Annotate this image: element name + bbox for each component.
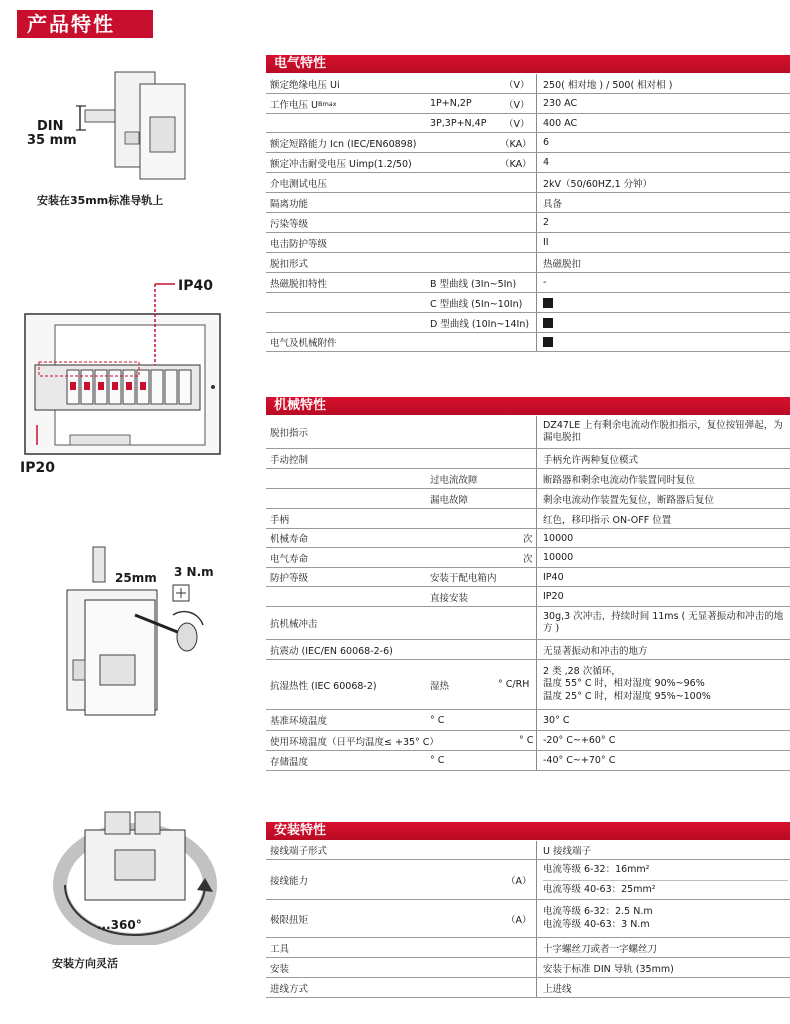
table-row xyxy=(266,509,790,529)
value-line: 电流等级 40-63：3 N.m xyxy=(543,918,650,930)
row-unit: （A） xyxy=(506,914,532,926)
row-label: 电气及机械附件 xyxy=(270,338,337,349)
torque-label: 3 N.m xyxy=(174,565,214,579)
row-unit: 次 xyxy=(523,534,533,545)
row-sublabel: 3P,3P+N,4P xyxy=(430,117,487,129)
table-row xyxy=(266,313,790,333)
table-row xyxy=(266,751,790,771)
row-sublabel: 1P+N,2P xyxy=(430,98,472,109)
row-value xyxy=(543,860,788,899)
row-unit: （V） xyxy=(504,99,530,111)
row-value: 30° C xyxy=(543,714,570,726)
page-title: 产品特性 xyxy=(17,10,153,38)
row-value: 10000 xyxy=(543,552,574,563)
table-row xyxy=(266,253,790,273)
row-label: 存储温度 xyxy=(270,756,309,768)
row-label: 额定冲击耐受电压 Uimp(1.2/50) xyxy=(270,158,412,170)
table-row xyxy=(266,293,790,313)
table-row xyxy=(266,731,790,751)
table-row xyxy=(266,938,790,958)
row-value: 断路器和剩余电流动作装置同时复位 xyxy=(543,474,696,486)
row-value xyxy=(543,333,788,351)
row-label: 工作电压 U Bmax xyxy=(270,99,337,111)
ip20-label: IP20 xyxy=(20,460,55,476)
table-row xyxy=(266,860,790,900)
row-label: 接线端子形式 xyxy=(270,846,328,857)
electrical-section-title: 电气特性 xyxy=(274,56,327,71)
table-row xyxy=(266,153,790,173)
row-unit: （KA） xyxy=(500,138,532,150)
row-label: 额定短路能力 Icn (IEC/EN60898) xyxy=(270,138,417,150)
row-sublabel: 过电流故障 xyxy=(430,474,478,486)
table-row xyxy=(266,273,790,293)
table-row xyxy=(266,449,790,469)
row-value: IP40 xyxy=(543,571,564,583)
value-line: 2 类 ,28 次循环， xyxy=(543,665,621,677)
row-value: 400 AC xyxy=(543,117,578,129)
row-value: U 接线端子 xyxy=(543,846,591,857)
table-row xyxy=(266,710,790,731)
row-label: 基准环境温度 xyxy=(270,716,328,727)
row-value: 10000 xyxy=(543,532,574,544)
row-value: 安装于标准 DIN 导轨 (35mm) xyxy=(543,963,674,975)
table-row xyxy=(266,640,790,660)
table-row xyxy=(266,841,790,860)
row-value: 手柄允许两种复位模式 xyxy=(543,454,639,466)
table-row xyxy=(266,233,790,253)
table-row xyxy=(266,607,790,640)
table-row xyxy=(266,489,790,509)
mechanical-section-title: 机械特性 xyxy=(274,398,327,413)
row-value: 6 xyxy=(543,137,550,148)
row-label: 隔离功能 xyxy=(270,198,309,210)
value-line: 电流等级 6-32：2.5 N.m xyxy=(543,906,653,917)
row-label: 防护等级 xyxy=(270,573,309,584)
row-label: 电击防护等级 xyxy=(270,238,328,250)
table-row xyxy=(266,94,790,114)
row-value: -40° C~+70° C xyxy=(543,755,616,766)
row-value: -20° C~+60° C xyxy=(543,735,616,746)
row-value xyxy=(543,900,788,937)
table-row xyxy=(266,74,790,94)
row-value: 上进线 xyxy=(543,983,572,995)
din-caption: 安装在35mm标准导轨上 xyxy=(37,194,164,207)
row-value: - xyxy=(543,277,547,288)
row-value: 热磁脱扣 xyxy=(543,258,582,270)
row-value: 4 xyxy=(543,157,550,168)
row-label: 机械寿命 xyxy=(270,534,309,545)
din-label: DIN xyxy=(37,119,64,134)
row-value: 250( 相对地 ) / 500( 相对相 ) xyxy=(543,79,673,91)
row-label: 接线能力 xyxy=(270,875,309,887)
row-label: 工具 xyxy=(270,943,290,955)
table-row xyxy=(266,416,790,449)
mechanical-section-header xyxy=(266,397,790,415)
table-row xyxy=(266,587,790,607)
rotation-caption: 安装方向灵活 xyxy=(52,957,118,970)
row-label: 介电测试电压 xyxy=(270,178,328,190)
row-label: 污染等级 xyxy=(270,218,309,230)
row-value: 2 xyxy=(543,217,550,228)
table-row xyxy=(266,529,790,548)
table-row xyxy=(266,548,790,568)
row-sublabel: D 型曲线 (10In~14In) xyxy=(430,318,530,330)
row-value: 红色，移印指示 ON-OFF 位置 xyxy=(543,514,672,526)
row-sublabel: 直接安装 xyxy=(430,592,469,604)
table-row xyxy=(266,568,790,587)
value-line: 电流等级 40-63：25mm² xyxy=(543,884,656,895)
row-value xyxy=(543,293,788,312)
row-label-subscript: Bmax xyxy=(317,99,337,108)
row-value xyxy=(543,660,788,709)
row-value: 剩余电流动作装置先复位，断路器后复位 xyxy=(543,494,715,506)
row-value xyxy=(543,313,788,332)
row-label: 抗震动 (IEC/EN 60068-2-6) xyxy=(270,645,393,657)
row-value: IP20 xyxy=(543,591,564,602)
table-row xyxy=(266,333,790,352)
table-row xyxy=(266,213,790,233)
value-line: 温度 25° C 时，相对湿度 95%~100% xyxy=(543,690,711,702)
row-label: 安装 xyxy=(270,963,290,975)
table-row xyxy=(266,114,790,133)
electrical-section-header xyxy=(266,55,790,73)
row-unit: （V） xyxy=(504,119,530,130)
wire-length-label: 25mm xyxy=(115,571,157,585)
row-value: 230 AC xyxy=(543,98,578,109)
row-label: 手柄 xyxy=(270,514,290,526)
row-label: 脱扣形式 xyxy=(270,258,309,270)
row-label: 脱扣指示 xyxy=(270,428,309,439)
row-label: 极限扭矩 xyxy=(270,914,309,926)
row-label: 电气寿命 xyxy=(270,553,309,565)
value-line: 电流等级 6-32：16mm² xyxy=(543,860,788,881)
row-unit: （V） xyxy=(504,79,530,91)
row-sublabel: ° C xyxy=(430,714,445,726)
row-label: 手动控制 xyxy=(270,454,309,466)
din-rail-mount-illustration xyxy=(40,62,210,197)
filled-square-icon xyxy=(543,337,553,347)
filled-square-icon xyxy=(543,318,553,328)
row-label: 进线方式 xyxy=(270,983,309,995)
row-value: 具备 xyxy=(543,198,563,210)
din-35mm-label: 35 mm xyxy=(27,133,77,148)
installation-section-title: 安装特性 xyxy=(274,823,327,838)
ip40-label: IP40 xyxy=(178,278,213,294)
installation-section-header xyxy=(266,822,790,840)
table-row xyxy=(266,958,790,978)
rotation-angle-label: ...360° xyxy=(97,918,142,932)
row-sublabel: 湿热 xyxy=(430,680,450,692)
table-row xyxy=(266,660,790,710)
table-row xyxy=(266,133,790,153)
row-value: II xyxy=(543,237,549,248)
row-sublabel: ° C xyxy=(430,755,445,766)
row-unit: ° C xyxy=(519,735,534,746)
row-sublabel: C 型曲线 (5In~10In) xyxy=(430,298,523,310)
table-row xyxy=(266,193,790,213)
row-unit: 次 xyxy=(523,553,533,565)
table-row xyxy=(266,900,790,938)
row-value: 十字螺丝刀或者一字螺丝刀 xyxy=(543,943,658,955)
table-row xyxy=(266,469,790,489)
row-sublabel: 安装于配电箱内 xyxy=(430,573,497,584)
row-label: 使用环境温度（日平均温度≤ +35° C） xyxy=(270,736,439,748)
row-label: 抗湿热性 (IEC 60068-2) xyxy=(270,680,377,692)
table-row xyxy=(266,173,790,193)
row-sublabel: 漏电故障 xyxy=(430,494,469,506)
row-label: 额定绝缘电压 Ui xyxy=(270,79,340,91)
row-label: 抗机械冲击 xyxy=(270,619,318,630)
row-unit: （A） xyxy=(506,875,532,887)
distribution-box-illustration xyxy=(15,270,225,475)
row-label: 热磁脱扣特性 xyxy=(270,278,328,290)
row-unit: ° C/RH xyxy=(498,679,530,690)
table-row xyxy=(266,978,790,998)
row-value: 无显著振动和冲击的地方 xyxy=(543,645,648,657)
row-value: 2kV（50/60HZ,1 分钟） xyxy=(543,178,653,190)
row-value: DZ47LE 上有剩余电流动作脱扣指示，复位按钮弹起，为漏电脱扣 xyxy=(543,419,783,443)
row-value: 30g,3 次冲击，持续时间 11ms ( 无显著振动和冲击的地方 ) xyxy=(543,610,784,634)
filled-square-icon xyxy=(543,298,553,308)
row-unit: （KA） xyxy=(500,158,532,170)
value-line: 温度 55° C 时，相对湿度 90%~96% xyxy=(543,678,705,690)
row-sublabel: B 型曲线 (3In~5In) xyxy=(430,278,517,290)
